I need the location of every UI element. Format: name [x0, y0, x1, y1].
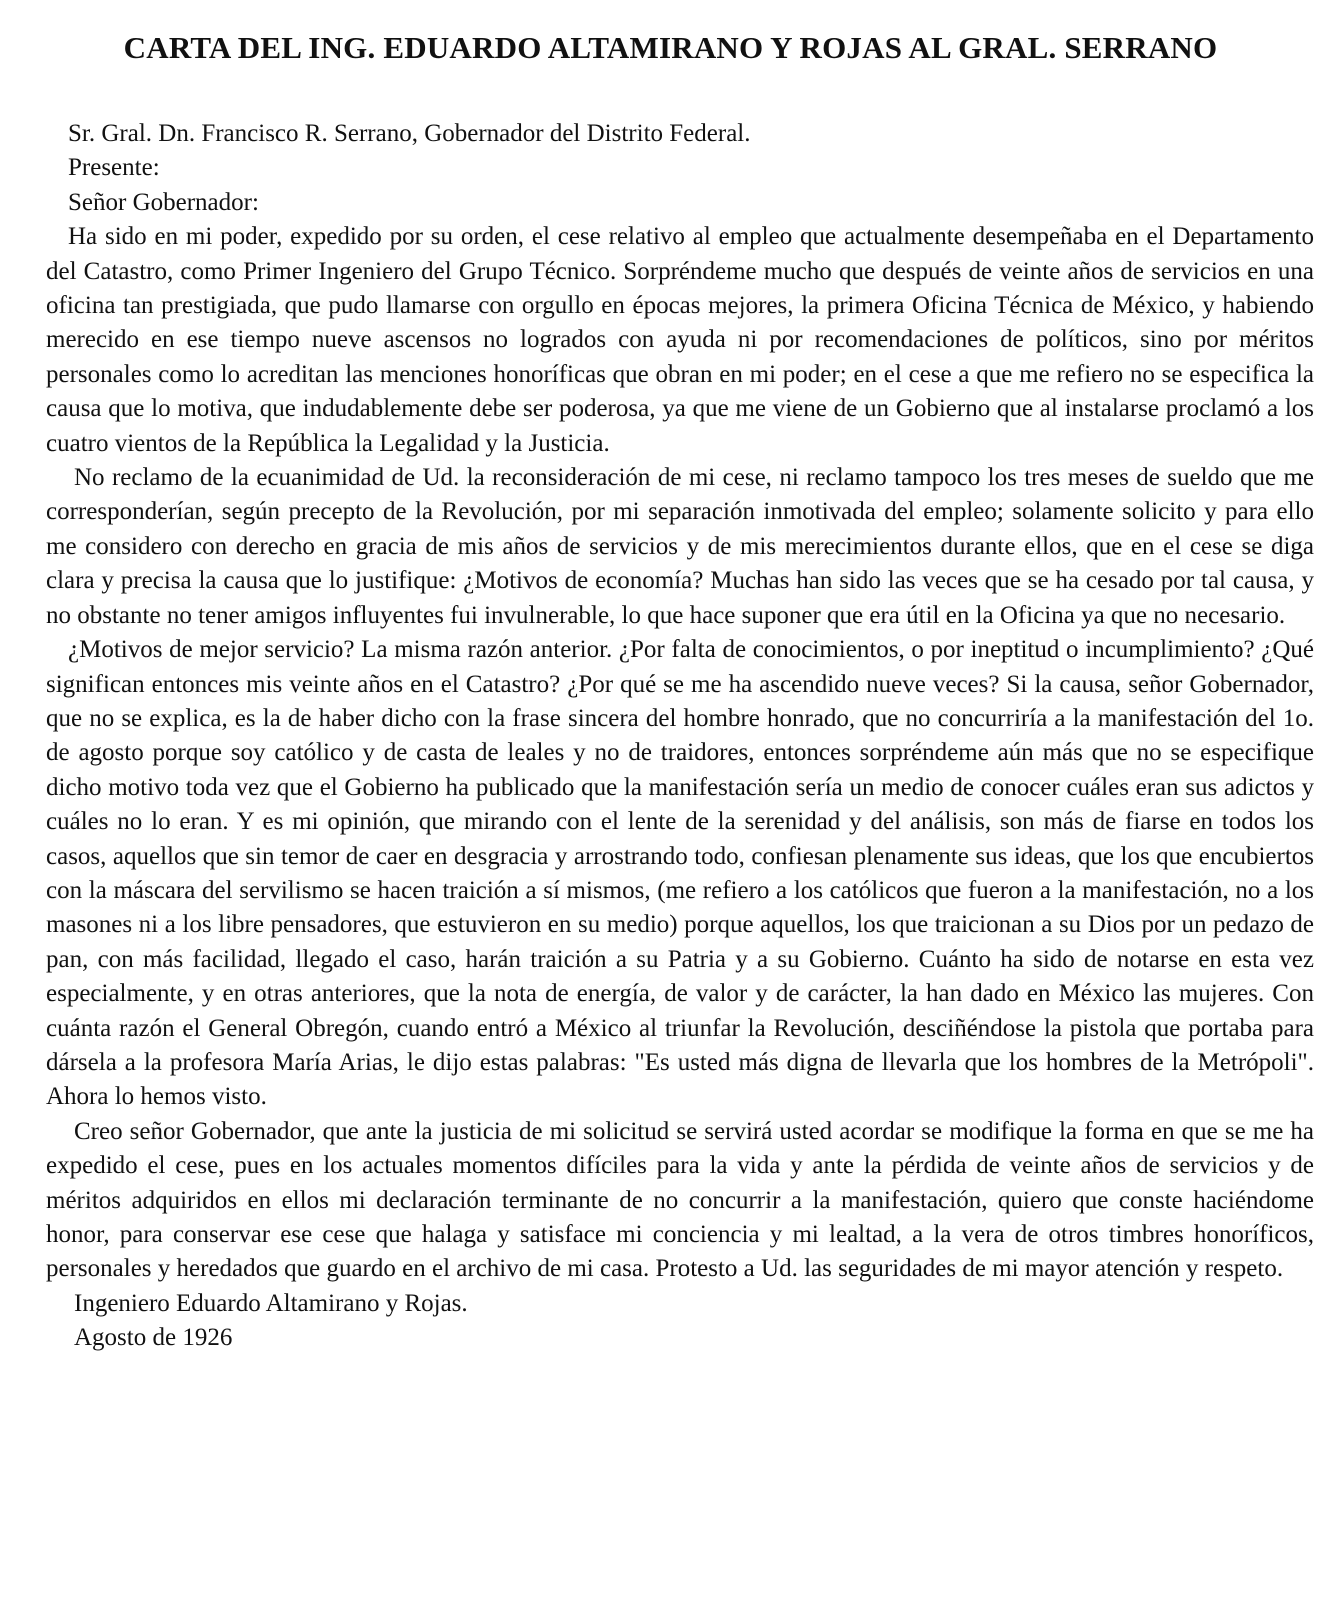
salutation-line: Señor Gobernador: — [68, 188, 259, 216]
signature-line: Ingeniero Eduardo Altamirano y Rojas. — [74, 1289, 468, 1317]
date-line: Agosto de 1926 — [74, 1324, 233, 1352]
paragraph-2: No reclamo de la ecuanimidad de Ud. la reconsideración de mi cese, ni reclamo tampoco los tres meses de sueldo que me corresponderían, según precepto de la Revolución, por mi separación inmotivada del empleo; solamente solicito y para ello me considero con derecho en gracia de mis años de servicios y de mis merecimientos durante ellos, que en el cese se diga clara y precisa la causa que lo justifique: ¿Motivos de economía? Muchas han sido las veces que se ha cesado por tal causa, y no obstante no tener amigos influyentes fui invulnerable, lo que hace suponer que era útil en la Oficina ya que no necesario. — [46, 464, 1314, 629]
presente-line: Presente: — [68, 154, 160, 182]
document-title: CARTA DEL ING. EDUARDO ALTAMIRANO Y ROJAS AL GRAL. SERRANO — [123, 30, 1218, 65]
letter-body — [46, 117, 1314, 1356]
addressee-line: Sr. Gral. Dn. Francisco R. Serrano, Gobernador del Distrito Federal. — [68, 120, 751, 147]
paragraph-4: Creo señor Gobernador, que ante la justicia de mi solicitud se servirá usted acordar se modifique la forma en que se me ha expedido el cese, pues en los actuales momentos difíciles para la vida y ante la pérdida de veinte años de servicios y de méritos adquiridos en ellos mi declaración terminante de no concurrir a la manifestación, quiero que conste haciéndome honor, para conservar ese cese que halaga y satisface mi conciencia y mi lealtad, a la vera de otros timbres honoríficos, personales y heredados que guardo en el archivo de mi casa. Protesto a Ud. las seguridades de mi mayor atención y respeto. — [46, 1117, 1314, 1283]
paragraph-1: Ha sido en mi poder, expedido por su orden, el cese relativo al empleo que actualmente desempeñaba en el Departamento del Catastro, como Primer Ingeniero del Grupo Técnico. Sorpréndeme mucho que después de veinte años de servicios en una oficina tan prestigiada, que pudo llamarse con orgullo en épocas mejores, la primera Oficina Técnica de México, y habiendo merecido en ese tiempo nueve ascensos no logrados con ayuda ni por recomendaciones de políticos, sino por méritos personales como lo acreditan las menciones honoríficas que obran en mi poder; en el cese a que me refiero no se especifica la causa que lo motiva, que indudablemente debe ser poderosa, ya que me viene de un Gobierno que al instalarse proclamó a los cuatro vientos de la República la Legalidad y la Justicia. — [46, 223, 1314, 457]
paragraph-3: ¿Motivos de mejor servicio? La misma razón anterior. ¿Por falta de conocimientos, o por ineptitud o incumplimiento? ¿Qué significan entonces mis veinte años en el Catastro? ¿Por qué se me ha ascendido nueve veces? Si la causa, señor Gobernador, que no se explica, es la de haber dicho con la frase sincera del hombre honrado, que no concurriría a la manifestación del 1o. de agosto porque soy católico y de casta de leales y no de traidores, entonces sorpréndeme aún más que no se especifique dicho motivo toda vez que el Gobierno ha publicado que la manifestación sería un medio de conocer cuáles eran sus adictos y cuáles no lo eran. Y es mi opinión, que mirando con el lente de la serenidad y del análisis, son más de fiarse en todos los casos, aquellos que sin temor de caer en desgracia y arrostrando todo, confiesan plenamente sus ideas, que los que encubiertos con la máscara del servilismo se hacen traición a sí mismos, (me refiero a los católicos que fueron a la manifestación, no a los masones ni a los libre pensadores, que estuvieron en su medio) porque aquellos, los que traicionan a su Dios por un pedazo de pan, con más facilidad, llegado el caso, harán traición a su Patria y a su Gobierno. Cuánto ha sido de notarse en esta vez especialmente, y en otras anteriores, que la nota de energía, de valor y de carácter, la han dado en México las mujeres. Con cuánta razón el General Obregón, cuando entró a México al triunfar la Revolución, desciñéndose la pistola que portaba para dársela a la profesora María Arias, le dijo estas palabras: "Es usted más digna de llevarla que los hombres de la Metrópoli". Ahora lo hemos visto. — [46, 636, 1314, 1111]
